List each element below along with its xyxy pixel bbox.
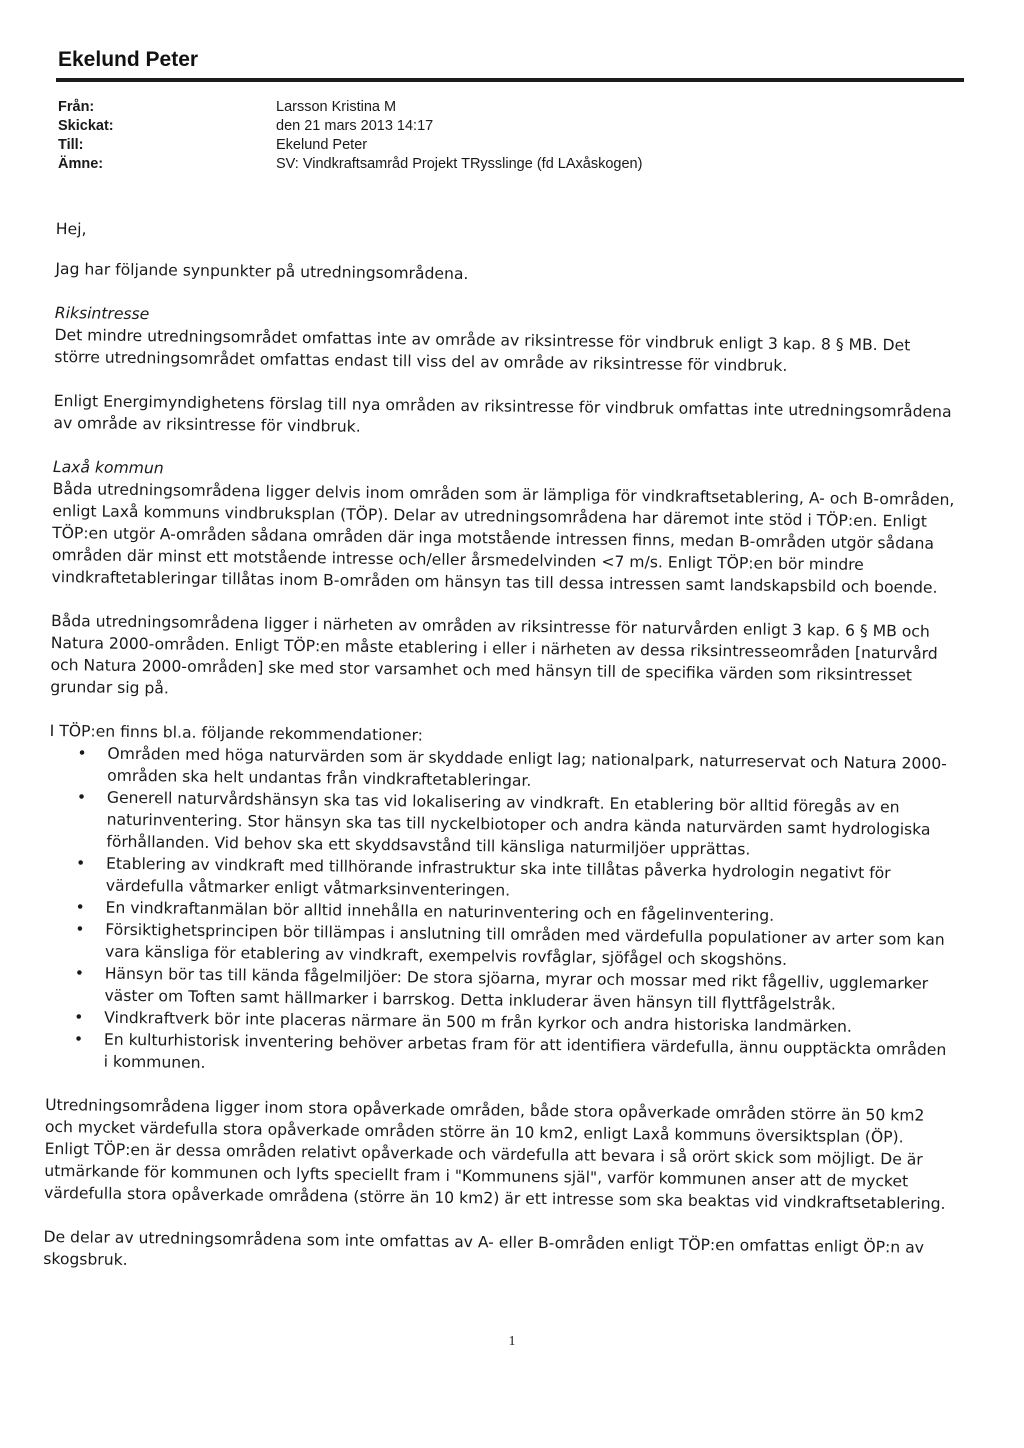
sent-value: den 21 mars 2013 14:17 bbox=[276, 118, 434, 134]
from-value: Larsson Kristina M bbox=[276, 99, 397, 115]
list-item: • Etablering av vindkraft med tillhörande infrastruktur ska inte tillåtas påverka hydrologin negativt för värdefulla våtmarker enligt våtmarksinventeringen. bbox=[106, 853, 953, 907]
laxa-paragraph-1: Båda utredningsområdena ligger delvis inom områden som är lämpliga för vindkraftsetablering, A- och B-områden, enligt Laxå kommuns vindbruksplan (TÖP). Delar av utredningsområdena har däremot inte stöd i TÖP:en. Enligt TÖP:en utgör A-områden sådana områden där inga motstående intressen finns, medan B-områden utgör sådana områden där minst ett motstående intresse och/eller årsmedelvinden <7 m/s. Enligt TÖP:en bör mindre vindkraftetableringar tillåtas inom B-områden om hänsyn tas till dessa intressen samt landskapsbild och boende. bbox=[51, 479, 955, 597]
subject-value: SV: Vindkraftsamråd Projekt TRysslinge (fd LAxåskogen) bbox=[276, 156, 643, 172]
recommendations-list bbox=[46, 742, 955, 1083]
list-item: • Försiktighetsprincipen bör tillämpas i anslutning till områden med värdefulla populationer av arter som kan vara känsliga för etablering av vindkraft, exempelvis rovfåglar, sjöfågel och skogshöns. bbox=[105, 919, 952, 973]
riksintresse-paragraph-1: Det mindre utredningsområdet omfattas inte av område av riksintresse för vindbruk enligt 3 kap. 8 § MB. Det större utredningsområdet omfattas endast till viss del av område av riksintresse för vindbruk. bbox=[54, 325, 911, 375]
laxa-paragraph-2: Båda utredningsområdena ligger i närheten av områden av riksintresse för naturvården enligt 3 kap. 6 § MB och Natura 2000-områden. Enligt TÖP:en måste etablering i eller i närheten av dessa riksintresseområden [naturvård och Natura 2000-områden] ske med stor varsamhet och med hänsyn till de specifika värden som riksintresset grundar sig på. bbox=[50, 611, 938, 698]
list-item: • En kulturhistorisk inventering behöver arbetas fram för att identifiera värdefulla, ännu oupptäckta områden i kommunen. bbox=[104, 1029, 951, 1083]
email-header-fields bbox=[58, 98, 642, 174]
header-row-from bbox=[58, 98, 642, 117]
title-divider bbox=[56, 78, 964, 82]
riksintresse-paragraph-2: Enligt Energimyndighetens förslag till nya områden av riksintresse för vindbruk omfattas inte utredningsområdena av område av riksintresse för vindbruk. bbox=[53, 391, 952, 436]
closing-paragraph-2: De delar av utredningsområdena som inte omfattas av A- eller B-områden enligt TÖP:en omfattas enligt ÖP:n av skogsbruk. bbox=[43, 1227, 925, 1269]
list-item: • Områden med höga naturvärden som är skyddade enligt lag; nationalpark, naturreservat och Natura 2000-områden ska helt undantas från vindkraftetableringar. bbox=[107, 743, 954, 797]
header-row-subject bbox=[58, 155, 642, 174]
list-item: • Hänsyn bör tas till kända fågelmiljöer: De stora sjöarna, myrar och mossar med rikt fågelliv, ugglemarker väster om Toften samt hällmarker i barrskog. Detta inkluderar även hänsyn till flyttfågelstråk. bbox=[104, 963, 951, 1017]
header-row-sent bbox=[58, 117, 642, 136]
sent-label: Skickat: bbox=[58, 118, 114, 134]
page-number: 1 bbox=[508, 1334, 516, 1349]
closing-paragraph-1: Utredningsområdena ligger inom stora opåverkade områden, både stora opåverkade områden större än 50 km2 och mycket värdefulla stora opåverkade områden större än 10 km2, enligt Laxå kommuns översiktsplan (ÖP). Enligt TÖP:en är dessa områden relativt opåverkade och värdefulla att bevara i så orört skick som möjligt. De är utmärkande för kommunen och lyfts speciellt fram i "Kommunens själ", varför kommunen anser att de mycket värdefulla stora opåverkade områdena (större än 10 km2) är ett intresse som ska beaktas vid vindkraftsetablering. bbox=[43, 1095, 946, 1213]
header-row-to bbox=[58, 136, 642, 155]
recommendations-intro: I TÖP:en finns bl.a. följande rekommendationer: bbox=[49, 721, 424, 745]
list-item: • En vindkraftanmälan bör alltid innehålla en naturinventering och en fågelinventering. bbox=[105, 897, 952, 929]
sender-title: Ekelund Peter bbox=[58, 48, 199, 71]
list-item: • Generell naturvårdshänsyn ska tas vid lokalisering av vindkraft. En etablering bör alltid föregås av en naturinventering. Stor hänsyn ska tas till nyckelbiotoper och andra kända naturvärden samt hydrologiska förhållanden. Vid behov ska ett skyddsavstånd till känsliga naturmiljöer upprättas. bbox=[106, 787, 954, 863]
riksintresse-heading: Riksintresse bbox=[54, 303, 150, 324]
from-label: Från: bbox=[58, 99, 95, 115]
list-item: • Vindkraftverk bör inte placeras närmare än 500 m från kyrkor och andra historiska landmärken. bbox=[104, 1007, 951, 1039]
to-value: Ekelund Peter bbox=[276, 137, 368, 153]
greeting: Hej, bbox=[55, 219, 87, 239]
subject-label: Ämne: bbox=[58, 156, 104, 172]
laxa-heading: Laxå kommun bbox=[52, 457, 164, 478]
intro-paragraph: Jag har följande synpunkter på utredningsområdena. bbox=[55, 259, 469, 284]
email-body bbox=[43, 218, 961, 1281]
to-label: Till: bbox=[58, 137, 84, 153]
